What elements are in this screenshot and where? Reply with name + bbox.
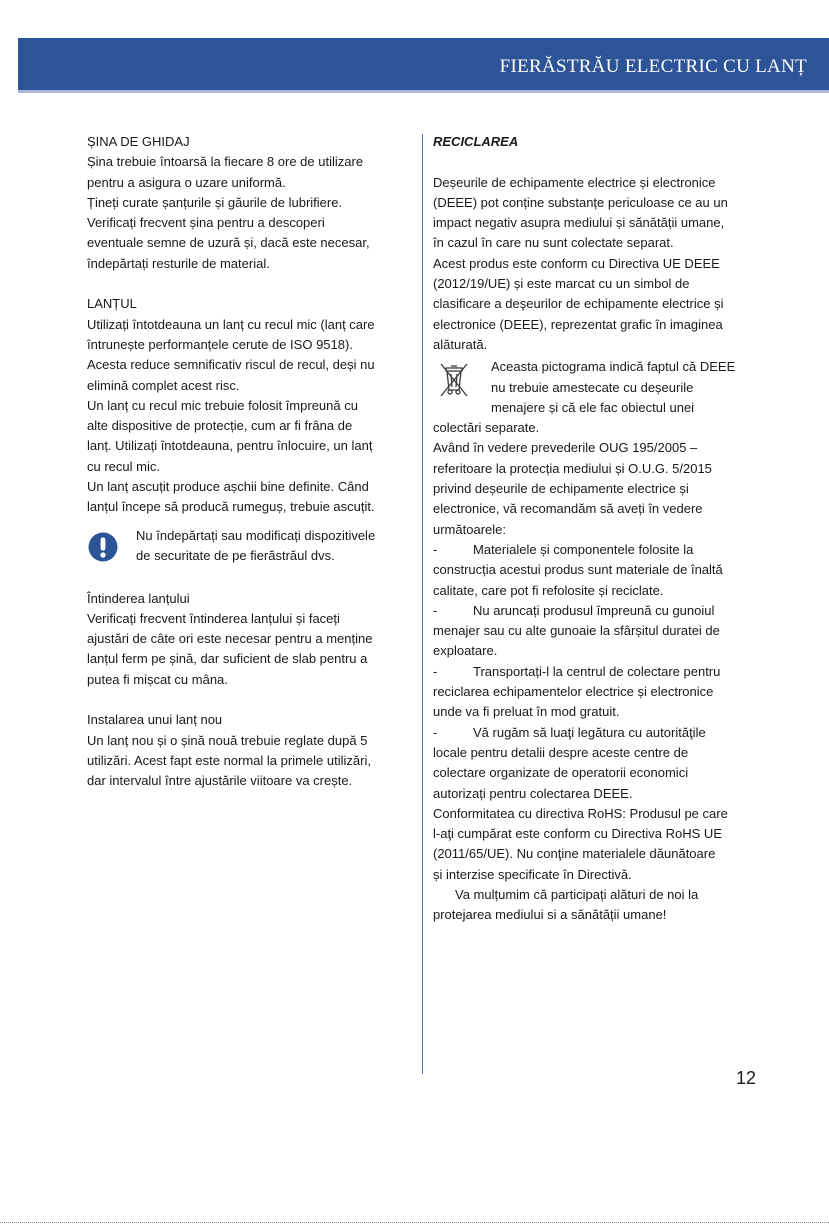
thanks-section xyxy=(433,885,758,926)
text-line: următoarele: xyxy=(433,521,506,537)
legislation-section xyxy=(433,438,758,539)
text-line: Aceasta pictograma indică faptul că DEEE xyxy=(491,359,736,375)
text-line: Țineți curate șanțurile și găurile de lubrifiere. xyxy=(87,194,343,210)
text-line: lanțul ferm pe șină, dar suficient de slab pentru a xyxy=(87,651,368,667)
bullet-marker: - xyxy=(433,602,438,618)
text-line: de securitate de pe fierăstrăul dvs. xyxy=(136,547,335,563)
text-line: Va mulțumim că participați alături de noi la xyxy=(455,886,699,902)
text-line: Deșeurile de echipamente electrice și electronice xyxy=(433,174,716,190)
text-line: putea fi mișcat cu mâna. xyxy=(87,671,228,687)
header-title: FIERĂSTRĂU ELECTRIC CU LANȚ xyxy=(499,56,807,77)
page-number: 12 xyxy=(736,1068,757,1088)
bullet-marker: - xyxy=(433,724,438,740)
list-item xyxy=(433,601,758,662)
text-line: întrunește performanțele cerute de ISO 9518). xyxy=(87,336,353,352)
list-item xyxy=(433,540,758,601)
text-line: Având în vedere prevederile OUG 195/2005 – xyxy=(433,440,698,456)
page-header xyxy=(18,38,829,93)
new-chain-section xyxy=(87,710,409,791)
chain-tension-section xyxy=(87,589,409,690)
recycling-heading: RECICLAREA xyxy=(433,134,519,149)
list-item xyxy=(433,662,758,723)
text-line: pentru a asigura o uzare uniformă. xyxy=(87,174,286,190)
warning-text xyxy=(136,526,375,567)
text-line: menajer sau cu alte gunoaie la sfârșitul duratei de xyxy=(433,623,720,639)
text-line: referitoare la protecția mediului și O.U.G. 5/2015 xyxy=(433,460,712,476)
text-line: impact negativ asupra mediului și sănătății umane, xyxy=(433,215,725,231)
rohs-section xyxy=(433,804,758,885)
text-line: îndepărtați resturile de material. xyxy=(87,255,270,271)
safety-warning xyxy=(87,526,409,567)
bullet-marker: - xyxy=(433,663,438,679)
text-line: lanțul începe să producă rumeguș, trebuie ascuțit. xyxy=(87,499,375,515)
text-line: clasificare a deşeurilor de echipamente electrice și xyxy=(433,296,724,312)
text-line: calitate, care pot fi refolosite și reciclate. xyxy=(433,582,664,598)
left-column xyxy=(87,132,409,792)
text-line: cu recul mic. xyxy=(87,458,160,474)
text-line: electronice, vă recomandăm să aveți în vedere xyxy=(433,501,703,517)
text-line: și interzise specificate în Directivă. xyxy=(433,866,632,882)
text-line: unde va fi preluat în mod gratuit. xyxy=(433,704,620,720)
text-line: Un lanț ascuțit produce așchii bine definite. Când xyxy=(87,479,369,495)
text-line: Materialele și componentele folosite la xyxy=(473,541,694,557)
list-item xyxy=(433,723,758,804)
guide-bar-section xyxy=(87,132,409,274)
text-line: Conformitatea cu directiva RoHS: Produsul pe care xyxy=(433,805,728,821)
text-line: Verificați frecvent întinderea lanțului și faceți xyxy=(87,610,340,626)
text-line: Nu aruncați produsul împreună cu gunoiul xyxy=(473,602,715,618)
text-line: Un lanț nou și o șină nouă trebuie reglate după 5 xyxy=(87,732,368,748)
text-line: eventuale semne de uzură și, dacă este necesar, xyxy=(87,235,370,251)
weee-pictogram-block xyxy=(433,357,758,438)
text-line: ajustări de câte ori este necesar pentru a menține xyxy=(87,631,373,647)
text-line: electronice (DEEE), reprezentat grafic în imaginea xyxy=(433,316,723,332)
text-line: reciclarea echipamentelor electrice și electronice xyxy=(433,684,714,700)
text-line: protejarea mediului si a sănătății umane! xyxy=(433,907,667,923)
text-line: Vă rugăm să luaţi legătura cu autorităţile xyxy=(473,724,706,740)
text-line: în cazul în care nu sunt colectate separat. xyxy=(433,235,674,251)
page-bottom-border xyxy=(0,1222,829,1223)
guide-bar-heading: ȘINA DE GHIDAJ xyxy=(87,134,190,149)
exclamation-warning-icon xyxy=(88,532,118,562)
crossed-bin-icon xyxy=(437,359,471,399)
text-line: utilizări. Acest fapt este normal la primele utilizări, xyxy=(87,752,371,768)
text-line: locale pentru detalii despre aceste centre de xyxy=(433,744,689,760)
text-line: alte dispositive de protecție, cum ar fi frâna de xyxy=(87,418,353,434)
text-line: lanț. Utilizați întotdeauna, pentru înlocuire, un lanț xyxy=(87,438,373,454)
text-line: menajere și că ele fac obiectul unei xyxy=(491,399,695,415)
text-line: Nu îndepărtați sau modificați dispozitivele xyxy=(136,527,376,543)
tension-heading: Întinderea lanțului xyxy=(87,590,190,606)
text-line: Șina trebuie întoarsă la fiecare 8 ore de utilizare xyxy=(87,154,364,170)
text-line: alăturată. xyxy=(433,336,488,352)
text-line: elimină complet acest risc. xyxy=(87,377,240,393)
text-line: Acest produs este conform cu Directiva UE DEEE xyxy=(433,255,720,271)
text-line: Acesta reduce semnificativ riscul de recul, deși nu xyxy=(87,357,375,373)
text-line: (2012/19/UE) și este marcat cu un simbol de xyxy=(433,276,690,292)
text-line: (2011/65/UE). Nu conţine materialele dăunătoare xyxy=(433,846,716,862)
recommendation-list xyxy=(433,540,758,804)
text-line: privind deșeurile de echipamente electrice și xyxy=(433,481,689,497)
new-chain-heading: Instalarea unui lanț nou xyxy=(87,712,223,728)
text-line: Verificați frecvent șina pentru a descoperi xyxy=(87,215,325,231)
text-line: colectare organizate de operatorii economici xyxy=(433,765,689,781)
column-divider xyxy=(422,134,423,1074)
text-line: Transportați-l la centrul de colectare pentru xyxy=(473,663,721,679)
text-line: dar intervalul între ajustările viitoare va crește. xyxy=(87,773,353,789)
text-line: Utilizați întotdeauna un lanț cu recul mic (lanț care xyxy=(87,316,375,332)
text-line: (DEEE) pot conține substanțe periculoase ce au un xyxy=(433,194,728,210)
chain-heading: LANȚUL xyxy=(87,296,137,312)
bullet-marker: - xyxy=(433,541,438,557)
right-column xyxy=(433,132,758,926)
recycling-intro xyxy=(433,173,758,356)
text-line: l-aţi cumpărat este conform cu Directiva RoHS UE xyxy=(433,826,722,842)
text-line: construcția acestui produs sunt materiale de înaltă xyxy=(433,562,723,578)
text-line: exploatare. xyxy=(433,643,498,659)
text-line: Un lanț cu recul mic trebuie folosit împreună cu xyxy=(87,397,358,413)
text-line: autorizați pentru colectarea DEEE. xyxy=(433,785,633,801)
text-line: nu trebuie amestecate cu deșeurile xyxy=(491,379,694,395)
text-line: colectări separate. xyxy=(433,420,540,436)
chain-section xyxy=(87,294,409,517)
